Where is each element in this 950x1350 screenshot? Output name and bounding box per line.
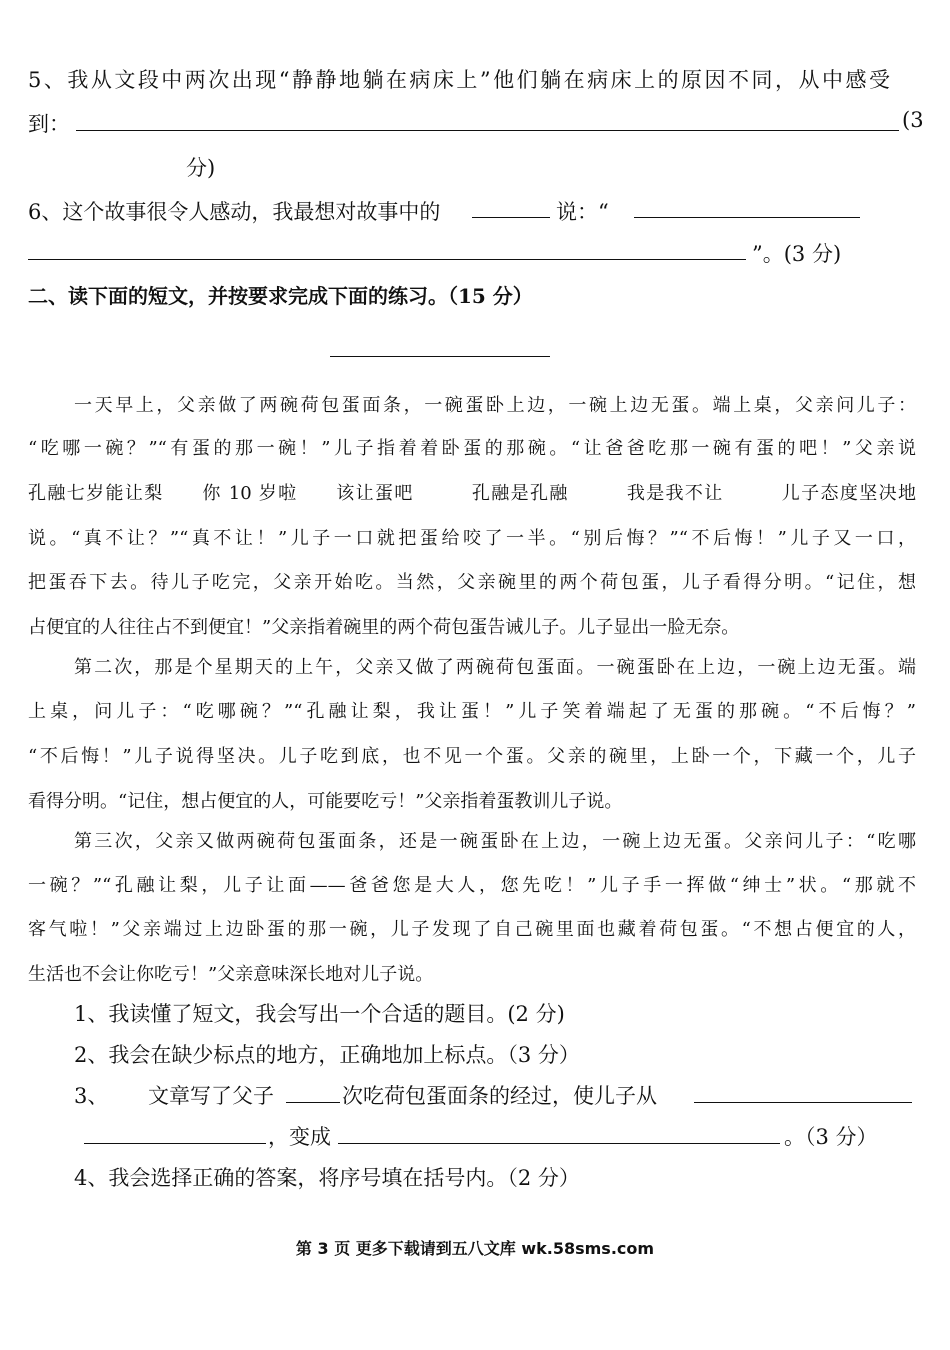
section-2-heading: 二、读下面的短文，并按要求完成下面的练习。（15 分）	[28, 284, 533, 308]
passage-p1-line-5: 把蛋吞下去。待儿子吃完，父亲开始吃。当然，父亲碗里的两个荷包蛋，儿子看得分明。“记住，想	[28, 572, 916, 593]
passage-p2-line-1: 第二次，那是个星期天的上午，父亲又做了两碗荷包蛋面。一碗蛋卧在上边，一碗上边无蛋。端	[74, 657, 916, 678]
passage-p3-line-2: 一碗？”“孔融让梨，儿子让面——爸爸您是大人，您先吃！”儿子手一挥做“绅士”状。“那就不	[28, 875, 916, 896]
passage-p1-line-3: 孔融七岁能让梨 你 10 岁啦 该让蛋吧 孔融是孔融 我是我不让 儿子态度坚决地	[28, 483, 916, 504]
exercise-4: 4、我会选择正确的答案，将序号填在括号内。（2 分）	[74, 1166, 580, 1190]
exercise-3-number: 3、	[74, 1084, 109, 1108]
passage-p1-line-6: 占便宜的人往往占不到便宜！”父亲指着碗里的两个荷包蛋告诫儿子。儿子显出一脸无奈。	[28, 617, 740, 638]
question-6-prefix: 6、这个故事很令人感动，我最想对故事中的	[28, 200, 441, 224]
answer-blank-q6-line-2[interactable]	[28, 259, 746, 260]
question-6-end: ”。(3 分)	[752, 242, 842, 266]
passage-p2-line-2: 上桌，问儿子：“吃哪碗？”“孔融让梨，我让蛋！”儿子笑着端起了无蛋的那碗。“不后悔？”	[28, 701, 916, 722]
passage-p2-line-4: 看得分明。“记住，想占便宜的人，可能要吃亏！”父亲指着蛋教训儿子说。	[28, 791, 623, 812]
answer-blank-q3-from-cont[interactable]	[84, 1143, 266, 1144]
passage-p3-line-1: 第三次，父亲又做两碗荷包蛋面条，还是一碗蛋卧在上边，一碗上边无蛋。父亲问儿子：“吃哪	[74, 831, 916, 852]
answer-blank-q3-from[interactable]	[694, 1102, 912, 1103]
question-5-label: 到：	[28, 112, 70, 136]
answer-blank-q6-character[interactable]	[472, 217, 550, 218]
question-5-score: (3	[902, 108, 924, 132]
question-5-score-end: 分)	[186, 156, 216, 180]
exercise-3-text-a: 文章写了父子	[148, 1084, 274, 1108]
passage-p2-line-3: “不后悔！”儿子说得坚决。儿子吃到底，也不见一个蛋。父亲的碗里，上卧一个，下藏一个，儿子	[28, 746, 916, 767]
exercise-3-line2-mid: ，变成	[268, 1125, 331, 1149]
answer-blank-q3-count[interactable]	[286, 1102, 340, 1103]
exercise-2: 2、我会在缺少标点的地方，正确地加上标点。（3 分）	[74, 1043, 580, 1067]
passage-p3-line-3: 客气啦！”父亲端过上边卧蛋的那一碗，儿子发现了自己碗里面也藏着荷包蛋。“不想占便宜的人，	[28, 919, 916, 940]
answer-blank-q3-to[interactable]	[338, 1143, 780, 1144]
answer-blank-q6-line-1[interactable]	[634, 217, 860, 218]
passage-p1-line-1: 一天早上，父亲做了两碗荷包蛋面条，一碗蛋卧上边，一碗上边无蛋。端上桌，父亲问儿子：	[74, 395, 916, 416]
question-5-line-1: 5、我从文段中两次出现“静静地躺在病床上”他们躺在病床上的原因不同，从中感受	[28, 68, 890, 92]
exercise-1: 1、我读懂了短文，我会写出一个合适的题目。(2 分)	[74, 1002, 565, 1026]
exercise-3-line2-end: 。（3 分）	[784, 1125, 878, 1149]
passage-p1-line-2: “吃哪一碗？”“有蛋的那一碗！”儿子指着着卧蛋的那碗。“让爸爸吃那一碗有蛋的吧！”父亲说	[28, 438, 916, 459]
page-footer: 第 3 页 更多下载请到五八文库 wk.58sms.com	[295, 1239, 655, 1258]
answer-blank-q5[interactable]	[76, 130, 899, 131]
passage-p3-line-4: 生活也不会让你吃亏！”父亲意味深长地对儿子说。	[28, 964, 434, 985]
passage-p1-line-4: 说。“真不让？”“真不让！”儿子一口就把蛋给咬了一半。“别后悔？”“不后悔！”儿子又一口，	[28, 528, 916, 549]
title-blank[interactable]	[330, 356, 550, 357]
question-6-mid: 说：“	[556, 200, 609, 224]
exercise-3-text-b: 次吃荷包蛋面条的经过，使儿子从	[342, 1084, 657, 1108]
